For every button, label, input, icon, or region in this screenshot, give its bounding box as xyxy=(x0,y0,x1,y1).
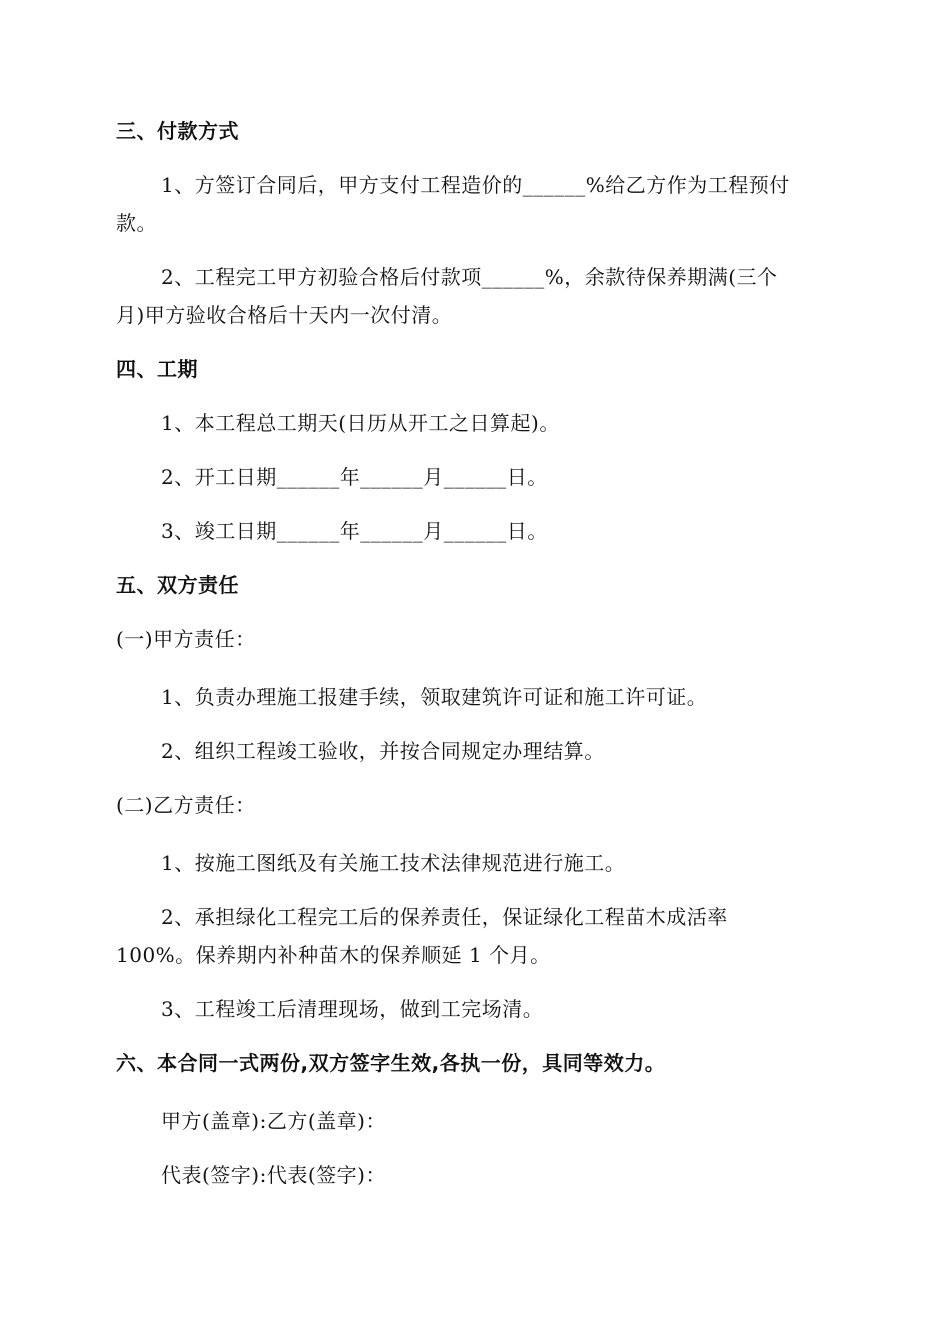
section-heading-schedule: 四、工期 xyxy=(116,357,198,381)
party-b-heading: (二)乙方责任： xyxy=(116,793,256,817)
schedule-clause-2: 2、开工日期______年______月______日。 xyxy=(161,465,548,489)
party-b-clause-2-line-1: 2、承担绿化工程完工后的保养责任，保证绿化工程苗木成活率 xyxy=(161,905,728,929)
schedule-clause-3: 3、竣工日期______年______月______日。 xyxy=(161,519,548,543)
party-b-clause-3: 3、工程竣工后清理现场，做到工完场清。 xyxy=(161,997,544,1021)
party-a-clause-1: 1、负责办理施工报建手续，领取建筑许可证和施工许可证。 xyxy=(161,685,708,709)
schedule-clause-1: 1、本工程总工期天(日历从开工之日算起)。 xyxy=(161,411,560,435)
party-b-clause-2-line-2: 100%。保养期内补种苗木的保养顺延 1 个月。 xyxy=(116,943,551,967)
party-b-clause-1: 1、按施工图纸及有关施工技术法律规范进行施工。 xyxy=(161,851,626,875)
party-a-clause-2: 2、组织工程竣工验收，并按合同规定办理结算。 xyxy=(161,739,605,763)
seal-line: 甲方(盖章):乙方(盖章)： xyxy=(161,1109,386,1133)
payment-clause-2-line-1: 2、工程完工甲方初验合格后付款项______%，余款待保养期满(三个 xyxy=(161,265,778,289)
section-heading-payment: 三、付款方式 xyxy=(116,119,239,143)
signature-line: 代表(签字):代表(签字)： xyxy=(161,1163,386,1187)
section-heading-responsibilities: 五、双方责任 xyxy=(116,573,239,597)
payment-clause-2-line-2: 月)甲方验收合格后十天内一次付清。 xyxy=(116,303,453,327)
party-a-heading: (一)甲方责任： xyxy=(116,627,256,651)
payment-clause-1-line-1: 1、方签订合同后，甲方支付工程造价的______%给乙方作为工程预付 xyxy=(161,173,790,197)
section-heading-copies: 六、本合同一式两份,双方签字生效,各执一份，具同等效力。 xyxy=(116,1051,666,1075)
payment-clause-1-line-2: 款。 xyxy=(116,211,157,235)
